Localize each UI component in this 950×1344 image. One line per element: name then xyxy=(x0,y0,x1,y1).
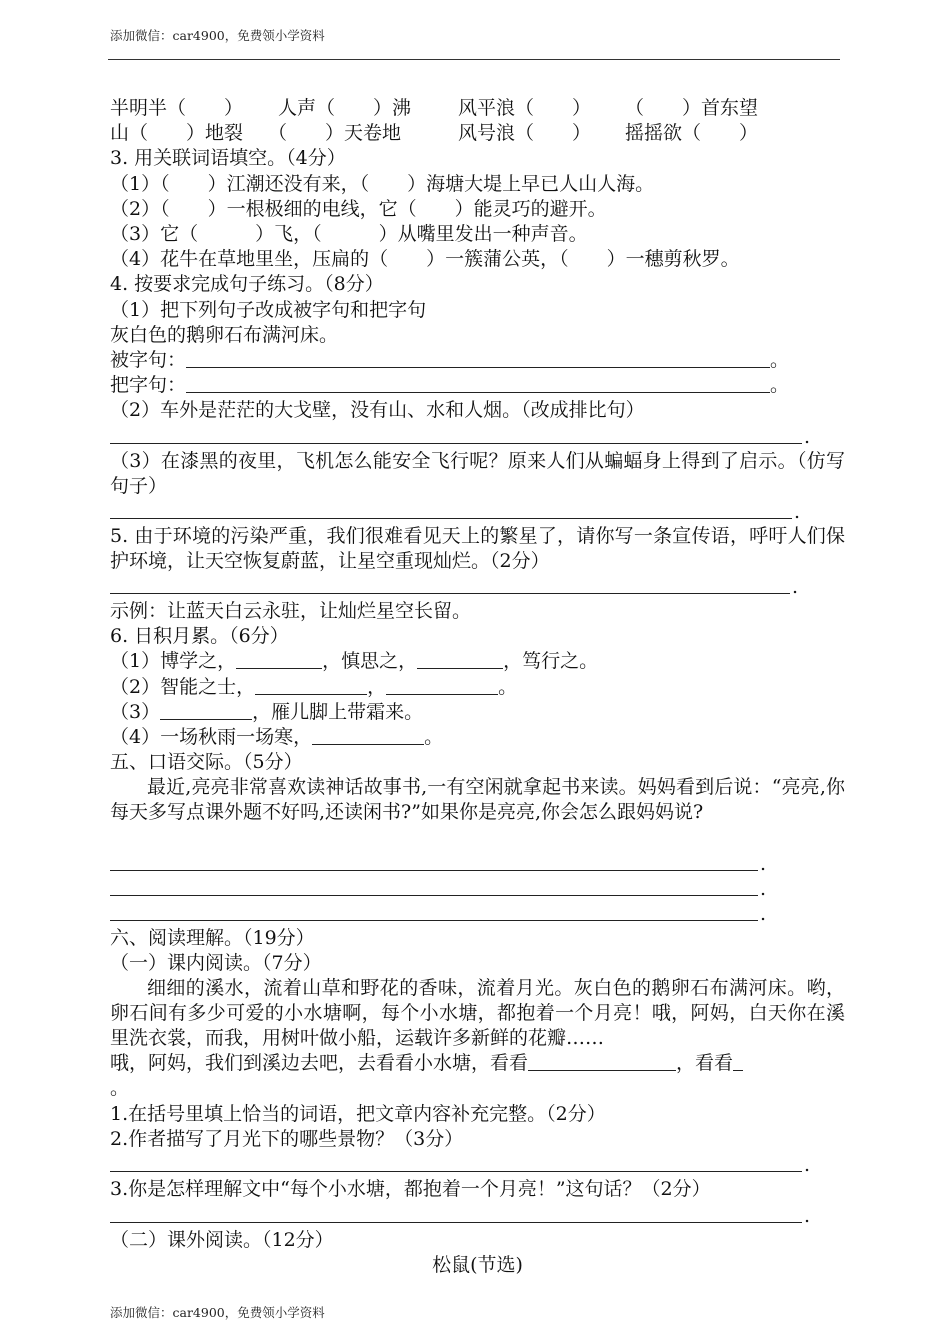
question-3-item: （4）花牛在草地里坐，压扁的（ ）一簇蒲公英，（ ）一穗剪秋罗。 xyxy=(110,248,740,271)
reading-passage-last-line xyxy=(110,1051,845,1076)
item-text: ， xyxy=(367,675,387,698)
section-5-title: 五、口语交际。（5分） xyxy=(110,751,303,774)
reading-part-1-title: （一）课内阅读。（7分） xyxy=(110,952,322,975)
ba-sentence-row xyxy=(110,373,845,398)
fill-blank[interactable] xyxy=(417,650,503,669)
answer-line[interactable]: . xyxy=(110,1152,845,1177)
answer-line[interactable]: . xyxy=(110,876,845,901)
question-4-sub1: （1）把下列句子改成被字句和把字句 xyxy=(110,298,427,321)
question-6-item-3 xyxy=(110,700,845,725)
ba-label: 把字句： xyxy=(110,374,187,397)
page-footer: 添加微信：car4900，免费领小学资料 xyxy=(110,1305,325,1320)
reading-question-2: 2.作者描写了月光下的哪些景物？（3分） xyxy=(110,1127,464,1150)
question-6-item-4 xyxy=(110,725,845,750)
question-6-title: 6. 日积月累。（6分） xyxy=(110,625,289,648)
question-5-text: 5. 由于环境的污染严重，我们很难看见天上的繁星了，请你写一条宣传语，呼吁人们保护环境，让天空恢复蔚蓝，让星空重现灿烂。（2分） xyxy=(110,524,845,572)
page-header: 添加微信：car4900，免费领小学资料 xyxy=(110,28,325,43)
answer-line[interactable]: . xyxy=(110,574,845,599)
bei-answer-blank[interactable] xyxy=(186,349,770,368)
item-text: （4）一场秋雨一场寒， xyxy=(110,725,313,748)
answer-line[interactable]: . xyxy=(110,423,845,448)
reading-question-3: 3.你是怎样理解文中“每个小水塘，都抱着一个月亮！”这句话？（2分） xyxy=(110,1178,711,1201)
bei-label: 被字句： xyxy=(110,348,187,371)
idiom-item: （ ）天卷地 xyxy=(268,122,402,145)
answer-line[interactable]: . xyxy=(110,901,845,926)
passage-text: ，看看 xyxy=(676,1052,734,1075)
answer-line[interactable]: . xyxy=(110,499,845,524)
idiom-item: 山（ ）地裂 xyxy=(110,122,244,145)
idiom-item: 风号浪（ ） xyxy=(458,122,592,145)
item-text: ，慎思之， xyxy=(322,650,418,673)
passage-text: 哦，阿妈，我们到溪边去吧，去看看小水塘，看看 xyxy=(110,1052,529,1075)
item-text: ，笃行之。 xyxy=(503,650,599,673)
reading-part-2-title: （二）课外阅读。（12分） xyxy=(110,1228,334,1251)
passage-end: 。 xyxy=(110,1077,130,1100)
item-text: （1）博学之， xyxy=(110,650,237,673)
question-4-title: 4. 按要求完成句子练习。（8分） xyxy=(110,273,384,296)
idiom-item: 人声（ ）沸 xyxy=(278,97,412,119)
item-text: ，雁儿脚上带霜来。 xyxy=(252,700,424,723)
idiom-row-1 xyxy=(110,96,845,121)
answer-line[interactable]: . xyxy=(110,850,845,875)
section-6-title: 六、阅读理解。（19分） xyxy=(110,926,315,949)
fill-blank[interactable] xyxy=(236,650,322,669)
article-title: 松鼠(节选) xyxy=(432,1253,523,1276)
question-4-sub2: （2）车外是茫茫的大戈壁，没有山、水和人烟。（改成排比句） xyxy=(110,399,645,422)
question-3-item: （1）（ ）江潮还没有来，（ ）海塘大堤上早已人山人海。 xyxy=(110,172,655,195)
fill-blank[interactable] xyxy=(255,676,367,695)
fill-blank[interactable] xyxy=(528,1052,676,1071)
header-divider xyxy=(108,59,840,60)
end-mark: 。 xyxy=(770,374,790,397)
fill-blank[interactable] xyxy=(312,726,424,745)
idiom-row-2 xyxy=(110,121,845,146)
reading-question-1: 1.在括号里填上恰当的词语，把文章内容补充完整。（2分） xyxy=(110,1102,606,1125)
question-4-sub3: （3）在漆黑的夜里，飞机怎么能安全飞行呢？原来人们从蝙蝠身上得到了启示。（仿写句子） xyxy=(110,449,845,497)
answer-line[interactable]: . xyxy=(110,1202,845,1227)
section-5-text: 最近,亮亮非常喜欢读神话故事书,一有空闲就拿起书来读。妈妈看到后说：“亮亮,你每天多写点课外题不好吗,还读闲书?”如果你是亮亮,你会怎么跟妈妈说? xyxy=(110,776,845,824)
idiom-item: 半明半（ ） xyxy=(110,97,244,119)
question-4-sentence: 灰白色的鹅卵石布满河床。 xyxy=(110,323,339,346)
fill-blank[interactable] xyxy=(733,1052,743,1071)
idiom-item: 风平浪（ ） xyxy=(458,97,592,119)
question-3-item: （2）（ ）一根极细的电线，它（ ）能灵巧的避开。 xyxy=(110,197,607,220)
question-3-item: （3）它（ ）飞，（ ）从嘴里发出一种声音。 xyxy=(110,222,588,245)
question-6-item-1 xyxy=(110,649,845,674)
fill-blank[interactable] xyxy=(386,676,498,695)
idiom-item: （ ）首东望 xyxy=(625,97,759,119)
ba-answer-blank[interactable] xyxy=(186,374,770,393)
question-5-example: 示例：让蓝天白云永驻，让灿烂星空长留。 xyxy=(110,600,472,622)
question-6-item-2 xyxy=(110,675,845,700)
idiom-item: 摇摇欲（ ） xyxy=(625,122,759,145)
item-text: （2）智能之士， xyxy=(110,675,256,698)
item-text: 。 xyxy=(424,725,444,748)
bei-sentence-row xyxy=(110,348,845,373)
item-text: 。 xyxy=(498,675,518,698)
item-text: （3） xyxy=(110,700,161,723)
worksheet-body xyxy=(110,96,845,1278)
question-3-title: 3. 用关联词语填空。（4分） xyxy=(110,147,346,170)
end-mark: 。 xyxy=(770,348,790,371)
reading-passage: 细细的溪水，流着山草和野花的香味，流着月光。灰白色的鹅卵石布满河床。哟，卵石间有多少可爱的小水塘啊，每个小水塘，都抱着一个月亮！哦，阿妈，白天你在溪里洗衣裳，而我，用树叶做小船，运载许多新鲜的花瓣…… xyxy=(110,977,845,1050)
fill-blank[interactable] xyxy=(160,701,252,720)
